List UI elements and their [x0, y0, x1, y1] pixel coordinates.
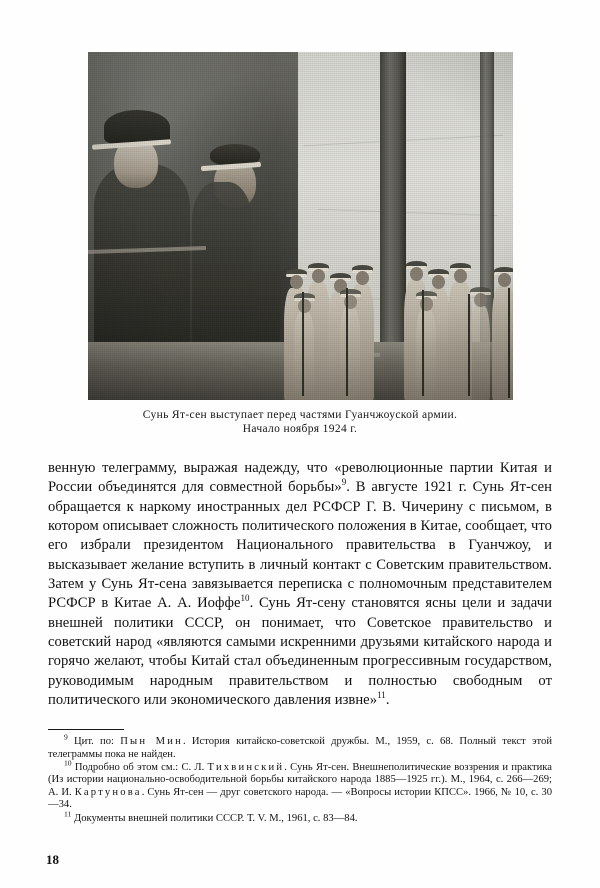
- footnote-item-10: [48, 758, 552, 812]
- footnote-10-text-after-2: . Сунь Ят-сен — друг советского народа. — «Вопросы истории КПСС». 1966, № 10, с. 30—34.: [48, 786, 552, 811]
- footnote-11-text: Документы внешней политики СССР. Т. V. М., 1961, с. 83—84.: [73, 812, 358, 824]
- photo-vignette: [88, 52, 513, 400]
- figure-caption: [60, 408, 540, 436]
- footnote-9-author: Пын Мин: [120, 736, 184, 747]
- footnote-10-author-2: Картунова: [74, 786, 142, 798]
- footnote-number-11: 11: [64, 809, 72, 819]
- footnote-number-9: 9: [64, 732, 68, 742]
- body-paragraph: [48, 459, 552, 710]
- body-text-part-4: .: [385, 692, 390, 709]
- footnotes-section: [48, 732, 552, 826]
- caption-line-1: Сунь Ят-сен выступает перед частями Гуанчжоуской армии.: [142, 409, 458, 421]
- body-text-part-2: . В августе 1921 г. Сунь Ят-сен обращается к наркому иностранных дел РСФСР Г. В. Чичерину с письмом, в котором описывает сложность политического положения в Китае, сообщает, что его избрали президентом Национального правительства в Гуанчжоу, и высказывает желание вступить в личный контакт с Советским правительством. Затем у Сунь Ят-сена завязывается переписка с полномочным представителем РСФСР в Китае А. А. Иоффе: [48, 479, 552, 612]
- footnote-marker-10[interactable]: 10: [240, 593, 250, 604]
- footnote-item-9: [48, 732, 552, 761]
- footnote-10-text-after: . Сунь Ят-сен. Внешнеполитические воззрения и практика (Из истории национально-освободительной борьбы китайского народа 1885—1925 гг.). М., 1964, с. 266—269; А. И.: [48, 761, 552, 798]
- footnote-10-text-before: Подробно об этом см.: С. Л.: [74, 761, 208, 773]
- footnote-10-author: Тихвинский: [207, 761, 285, 773]
- body-text-part-1: венную телеграмму, выражая надежду, что «революционные партии Китая и России объединятся для совместной борьбы»: [48, 460, 552, 496]
- footnote-separator-rule: [48, 729, 124, 730]
- photo-image: [88, 52, 513, 400]
- body-text-part-3: . Сунь Ят-сену становятся ясны цели и задачи внешней политики СССР, он понимает, что Советское правительство и советский народ «являются самыми искренними друзьями китайского народа и горячо желают, чтобы Китай стал объединенным прогрессивным государством, руководимым народным правительством и полностью свободным от политического или экономического давления извне»: [48, 595, 552, 709]
- footnote-item-11: [48, 809, 552, 826]
- footnote-marker-9[interactable]: 9: [341, 477, 347, 488]
- footnote-marker-11[interactable]: 11: [377, 690, 386, 701]
- footnote-9-text-after: . История китайско-советской дружбы. М., 1959, с. 68. Полный текст этой телеграммы пока не найден.: [48, 736, 552, 760]
- page-number: 18: [46, 852, 59, 867]
- footnote-9-text-before: Цит. по:: [74, 736, 121, 747]
- figure-photograph: [88, 52, 513, 400]
- footnote-number-10: 10: [64, 758, 72, 768]
- caption-line-2: Начало ноября 1924 г.: [242, 423, 358, 435]
